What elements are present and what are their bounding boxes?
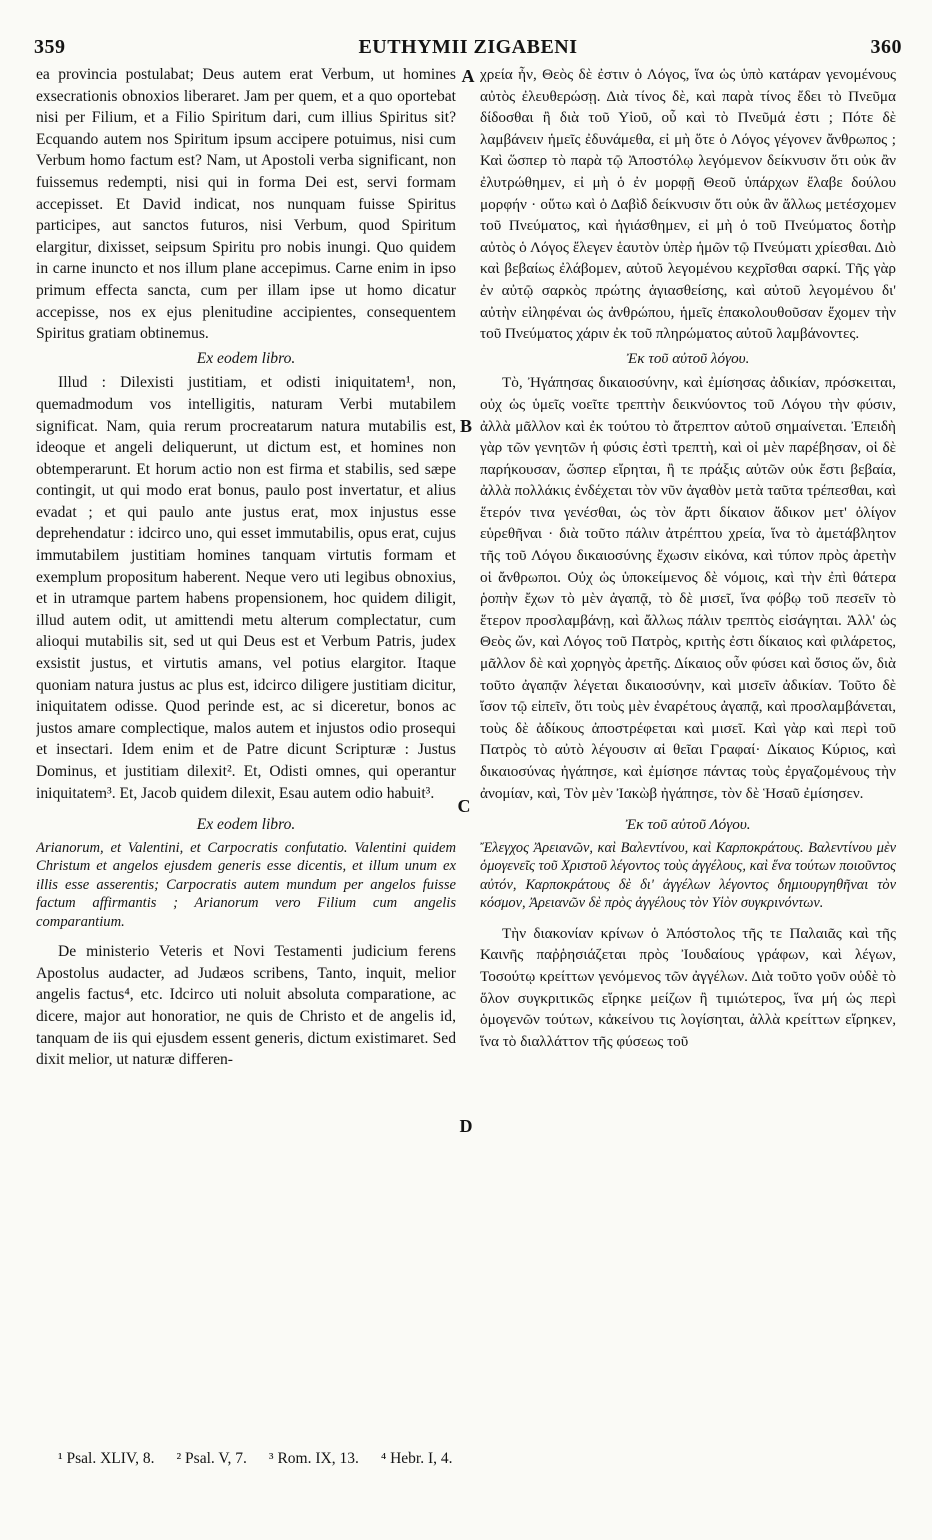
margin-letter-d: D [459,1116,473,1136]
footnotes [58,1450,698,1468]
footnote-2: ² Psal. V, 7. [176,1450,247,1467]
greek-paragraph-1: χρεία ἦν, Θεὸς δὲ ἐστιν ὁ Λόγος, ἵνα ὡς ὑπὸ κατάραν γενομένους αὐτὸς ἐλευθερώσῃ. Διὰ τίνος δὲ, καὶ παρὰ τίνος ἔδει τὸ Πνεῦμα δίδοσθαι ἢ διὰ τοῦ Υἱοῦ, οὗ καὶ τὸ Πνεῦμά ἐστι ; Πότε δὲ λαμβάνειν ἡμεῖς ἐδυνάμεθα, εἰ μὴ ὅτε ὁ Λόγος γέγονεν ἄνθρωπος ; Καὶ ὥσπερ τὸ παρὰ τῷ Ἀποστόλῳ λεγόμενον δείκνυσιν ὅτι οὐκ ἂν ἐλυτρώθημεν, εἰ μὴ ὁ ἐν μορφῇ Θεοῦ ὑπάρχων ἔλαβε δούλου μορφήν · οὕτω καὶ ὁ Δαβὶδ δείκνυσιν ὅτι οὐκ ἂν ἄλλως μετέσχομεν τοῦ Πνεύματος, καὶ ἡγιάσθημεν, εἰ μὴ ὁ τοῦ Πνεύματος δοτὴρ αὐτὸς ὁ Λόγος ἔλεγεν ἑαυτὸν ὑπὲρ ἡμῶν τῷ Πνεύματι χρίεσθαι. Διὸ καὶ βεβαίως ἐλάβομεν, αὐτοῦ λεγομένου κεχρῖσθαι σαρκί. Τῆς γὰρ ἐν αὐτῷ σαρκὸς πρώτης ἁγιασθείσης, καὶ αὐτοῦ λεγομένου δι' αὐτὴν εἰληφέναι ὡς ἀνθρώπου, ἡμεῖς ἐπακολουθοῦσαν ἔχομεν τὴν τοῦ Πνεύματος χάριν ἐκ τοῦ πληρώματος αὐτοῦ λαμβάνοντες. [480,66,896,343]
footnote-1: ¹ Psal. XLIV, 8. [58,1450,155,1467]
right-page-number: 360 [870,36,902,58]
margin-letter-b: B [459,416,472,436]
running-title: EUTHYMII ZIGABENI [358,36,578,58]
running-header [34,36,902,62]
latin-section-summary: Arianorum, et Valentini, et Carpocratis confutatio. Valentini quidem Christum et angelos ejusdem generis esse dicentis, et illum unum ex illis esse asserentis; Carpocratis autem mundum per angelos fuisse factum affirmantis ; Arianorum vero Filium cum angelis comparantium. [36,839,456,930]
greek-section-heading-1: Ἐκ τοῦ αὐτοῦ λόγου. [626,349,750,367]
footnote-3: ³ Rom. IX, 13. [268,1450,359,1467]
margin-letter-c: C [457,796,471,816]
latin-column [36,64,456,1444]
footnote-4: ⁴ Hebr. I, 4. [380,1450,453,1467]
latin-section-heading-2: Ex eodem libro. [196,816,296,834]
greek-section-summary: Ἔλεγχος Ἀρειανῶν, καὶ Βαλεντίνου, καὶ Καρποκράτους. Βαλεντίνου μὲν ὁμογενεῖς τοῦ Χριστοῦ λέγοντος τοὺς ἀγγέλους, καὶ ἕνα τούτων ποιοῦντος αὐτόν, Καρποκράτους δὲ δι' ἀγγέλων λέγοντος δημιουργηθῆναι τὸν κόσμον, Ἀρειανῶν δὲ πρὸς ἀγγέλους τὸν Υἱὸν συγκρινόντων. [480,839,896,912]
latin-section-heading-1: Ex eodem libro. [196,349,296,367]
greek-paragraph-2: Τὸ, Ἠγάπησας δικαιοσύνην, καὶ ἐμίσησας ἀδικίαν, πρόσκειται, οὐχ ὡς ὑμεῖς νοεῖτε τρεπτὴν δεικνύοντος τοῦ Λόγου τὴν φύσιν, ἀλλὰ μᾶλλον καὶ ἐκ τούτου τὸ ἄτρεπτον αὐτοῦ σημαίνεται. Ἐπειδὴ γὰρ τῶν γενητῶν ἡ φύσις ἐστὶ τρεπτὴ, καὶ οἱ μὲν παρέβησαν, οἱ δὲ παρήκουσαν, ὥσπερ εἴρηται, ἢ τε πράξις αὐτῶν οὐκ ἔστι βεβαία, ἀλλὰ πολλάκις ἐνδέχεται τὸν νῦν ἀγαθὸν μετὰ ταῦτα τρέπεσθαι, καὶ ἕτερόν τινα γενέσθαι, ὡς τὸν ἄρτι δίκαιον ἄδικον μετ' ὀλίγον εὑρεθῆναι · διὰ τοῦτο πάλιν ἀτρέπτου χρεία, ἵνα τὸ ἀμετάβλητον τῆς τοῦ Λόγου δικαιοσύνης ἔχωσιν εἰκόνα, καὶ τύπον πρὸς ἀρετὴν οἱ ἄνθρωποι. Οὐχ ὡς ὑποκείμενος δὲ νόμοις, καὶ τὴν ἐπὶ θάτερα ῥοπὴν ἔχων τὸ μὲν ἀγαπᾷ, τὸ δὲ μισεῖ, ἵνα φόβῳ τοῦ πεσεῖν τὸ ἕτερον προσλαμβάνῃ, καὶ ἄλλως πάλιν τρεπτὸς εἰσάγηται. Ἀλλ' ὡς Θεὸς ὤν, καὶ Λόγος τοῦ Πατρὸς, κριτὴς ἐστι δίκαιος καὶ φιλάρετος, μᾶλλον δὲ καὶ χορηγὸς ἀρετῆς. Δίκαιος οὖν φύσει καὶ ὅσιος ὤν, διὰ τοῦτο ἀγαπᾷν λέγεται δικαιοσύνην, καὶ μισεῖν ἀδικίαν. Τοῦτο δὲ ἴσον τῷ εἰπεῖν, ὅτι τοὺς μὲν ἐναρέτους ἀγαπᾷ, καὶ προσλαμβάνεται, τοὺς δὲ ἀδίκους ἀποστρέφεται καὶ μισεῖ. Καὶ γὰρ καὶ περὶ τοῦ Πατρὸς τὸ αὐτὸ λέγουσιν αἱ θεῖαι Γραφαί· Δίκαιος Κύριος, καὶ δικαιοσύνας ἠγάπησε, καὶ ἐμίσησε πάντας τοὺς ἐργαζομένους τὴν ἀνομίαν, καὶ, Τὸν μὲν Ἰακὼβ ἠγάπησε, τὸν δὲ Ἡσαῦ ἐμίσησεν. [480,374,896,802]
greek-column [480,64,896,1444]
latin-paragraph-3: De ministerio Veteris et Novi Testamenti judicium ferens Apostolus audacter, ad Judæos scribens, Tanto, inquit, melior angelis factus⁴, etc. Idcirco uti noluit absoluta comparatione, ac dicere, major aut honoratior, ne quis de Christo et de angelis id, tanquam de iis qui ejusdem essent generis, dictum existimaret. Sed dixit melior, ut naturæ differen- [36,943,456,1069]
left-page-number: 359 [34,36,66,58]
latin-paragraph-1: ea provincia postulabat; Deus autem erat Verbum, ut homines exsecrationis obnoxios liberaret. Jam per quem, et a quo oportebat nisi per Filium, et a Filio Spiritum dari, cum illius Spiritus sit? Ecquando autem nos Spiritum ipsum accipere potuimus, nisi cum Verbum homo factum est? Nam, ut Apostoli verba significant, non fuissemus redempti, nisi qui in forma Dei est, servi formam accepisset. Et David indicat, nos nunquam fuisse Spiritus participes, aut sanctos futuros, nisi Verbum, quod Spiritum elargitur, dixisset, seipsum Spiritu pro nobis inungi. Quo quidem in carne inuncto et nos illum plane accepimus. Carne enim in ipso primum effecta sancta, cum per illam ipse ut homo dicatur accepisse, nos ex ejus plenitudine accipientes, consequentem Spiritus gratiam obtinemus. [36,66,456,343]
greek-section-heading-2: Ἐκ τοῦ αὐτοῦ Λόγου. [625,816,751,834]
margin-letter-a: A [461,66,475,86]
greek-paragraph-3: Τὴν διακονίαν κρίνων ὁ Ἀπόστολος τῆς τε Παλαιᾶς καὶ τῆς Καινῆς παῤῥησιάζεται πρὸς Ἰουδαίους γράφων, καὶ λέγων, Τοσούτῳ κρείττων γενόμενος τῶν ἀγγέλων. Διὰ τοῦτο γοῦν οὐδὲ τὸ ὅλον συγκριτικῶς εἴρηκε μείζων ἢ τιμιώτερος, ἵνα μή ὡς περὶ ὁμογενῶν τούτων, κἀκείνου τις λογίσηται, ἀλλὰ κρείττων εἴρηκεν, ἵνα τὸ διαλλάττον τῆς φύσεως τοῦ [480,924,896,1050]
latin-paragraph-2: Illud : Dilexisti justitiam, et odisti iniquitatem¹, non, quemadmodum vos intelligitis, naturam Verbi mutabilem significat. Nam, quia rerum procreatarum natura mutabilis est, ideoque et angeli deliquerunt, ut dictum est, et homines non obtemperarunt. Et horum actio non est firma et stabilis, sed sæpe contingit, ut qui modo erat bonus, paulo post invertatur, et alius evadat ; et qui paulo ante justus erat, mox injustus esse deprehendatur : idcirco uno, qui esset immutabilis, opus erat, cujus immutabilem justitiam homines tanquam virtutis formam et exemplum propositum haberent. Neque vero uti legibus obnoxius, et in utramque partem habens propensionem, hoc quidem diligit, illud autem odit, ut amittendi metu alterum complectatur, cum alioqui mutabilis sit, sed ut qui Deus est et Verbum Patris, judex exsistit justus, et virtutis amans, vel potius elargitor. Itaque quoniam natura justus ac plus est, idcirco diligere justitiam dicitur, iniquitatem odisse. Quod perinde est, ac si diceretur, bonos ac justos amare complectique, malos autem et injustos odio prosequi et insectari. Idem enim et de Patre dicunt Scripturæ : Justus Dominus, et justitiam dilexit². Et, Odisti omnes, qui operantur iniquitatem³. Et, Jacob quidem dilexit, Esau autem odio habuit³. [36,374,456,802]
